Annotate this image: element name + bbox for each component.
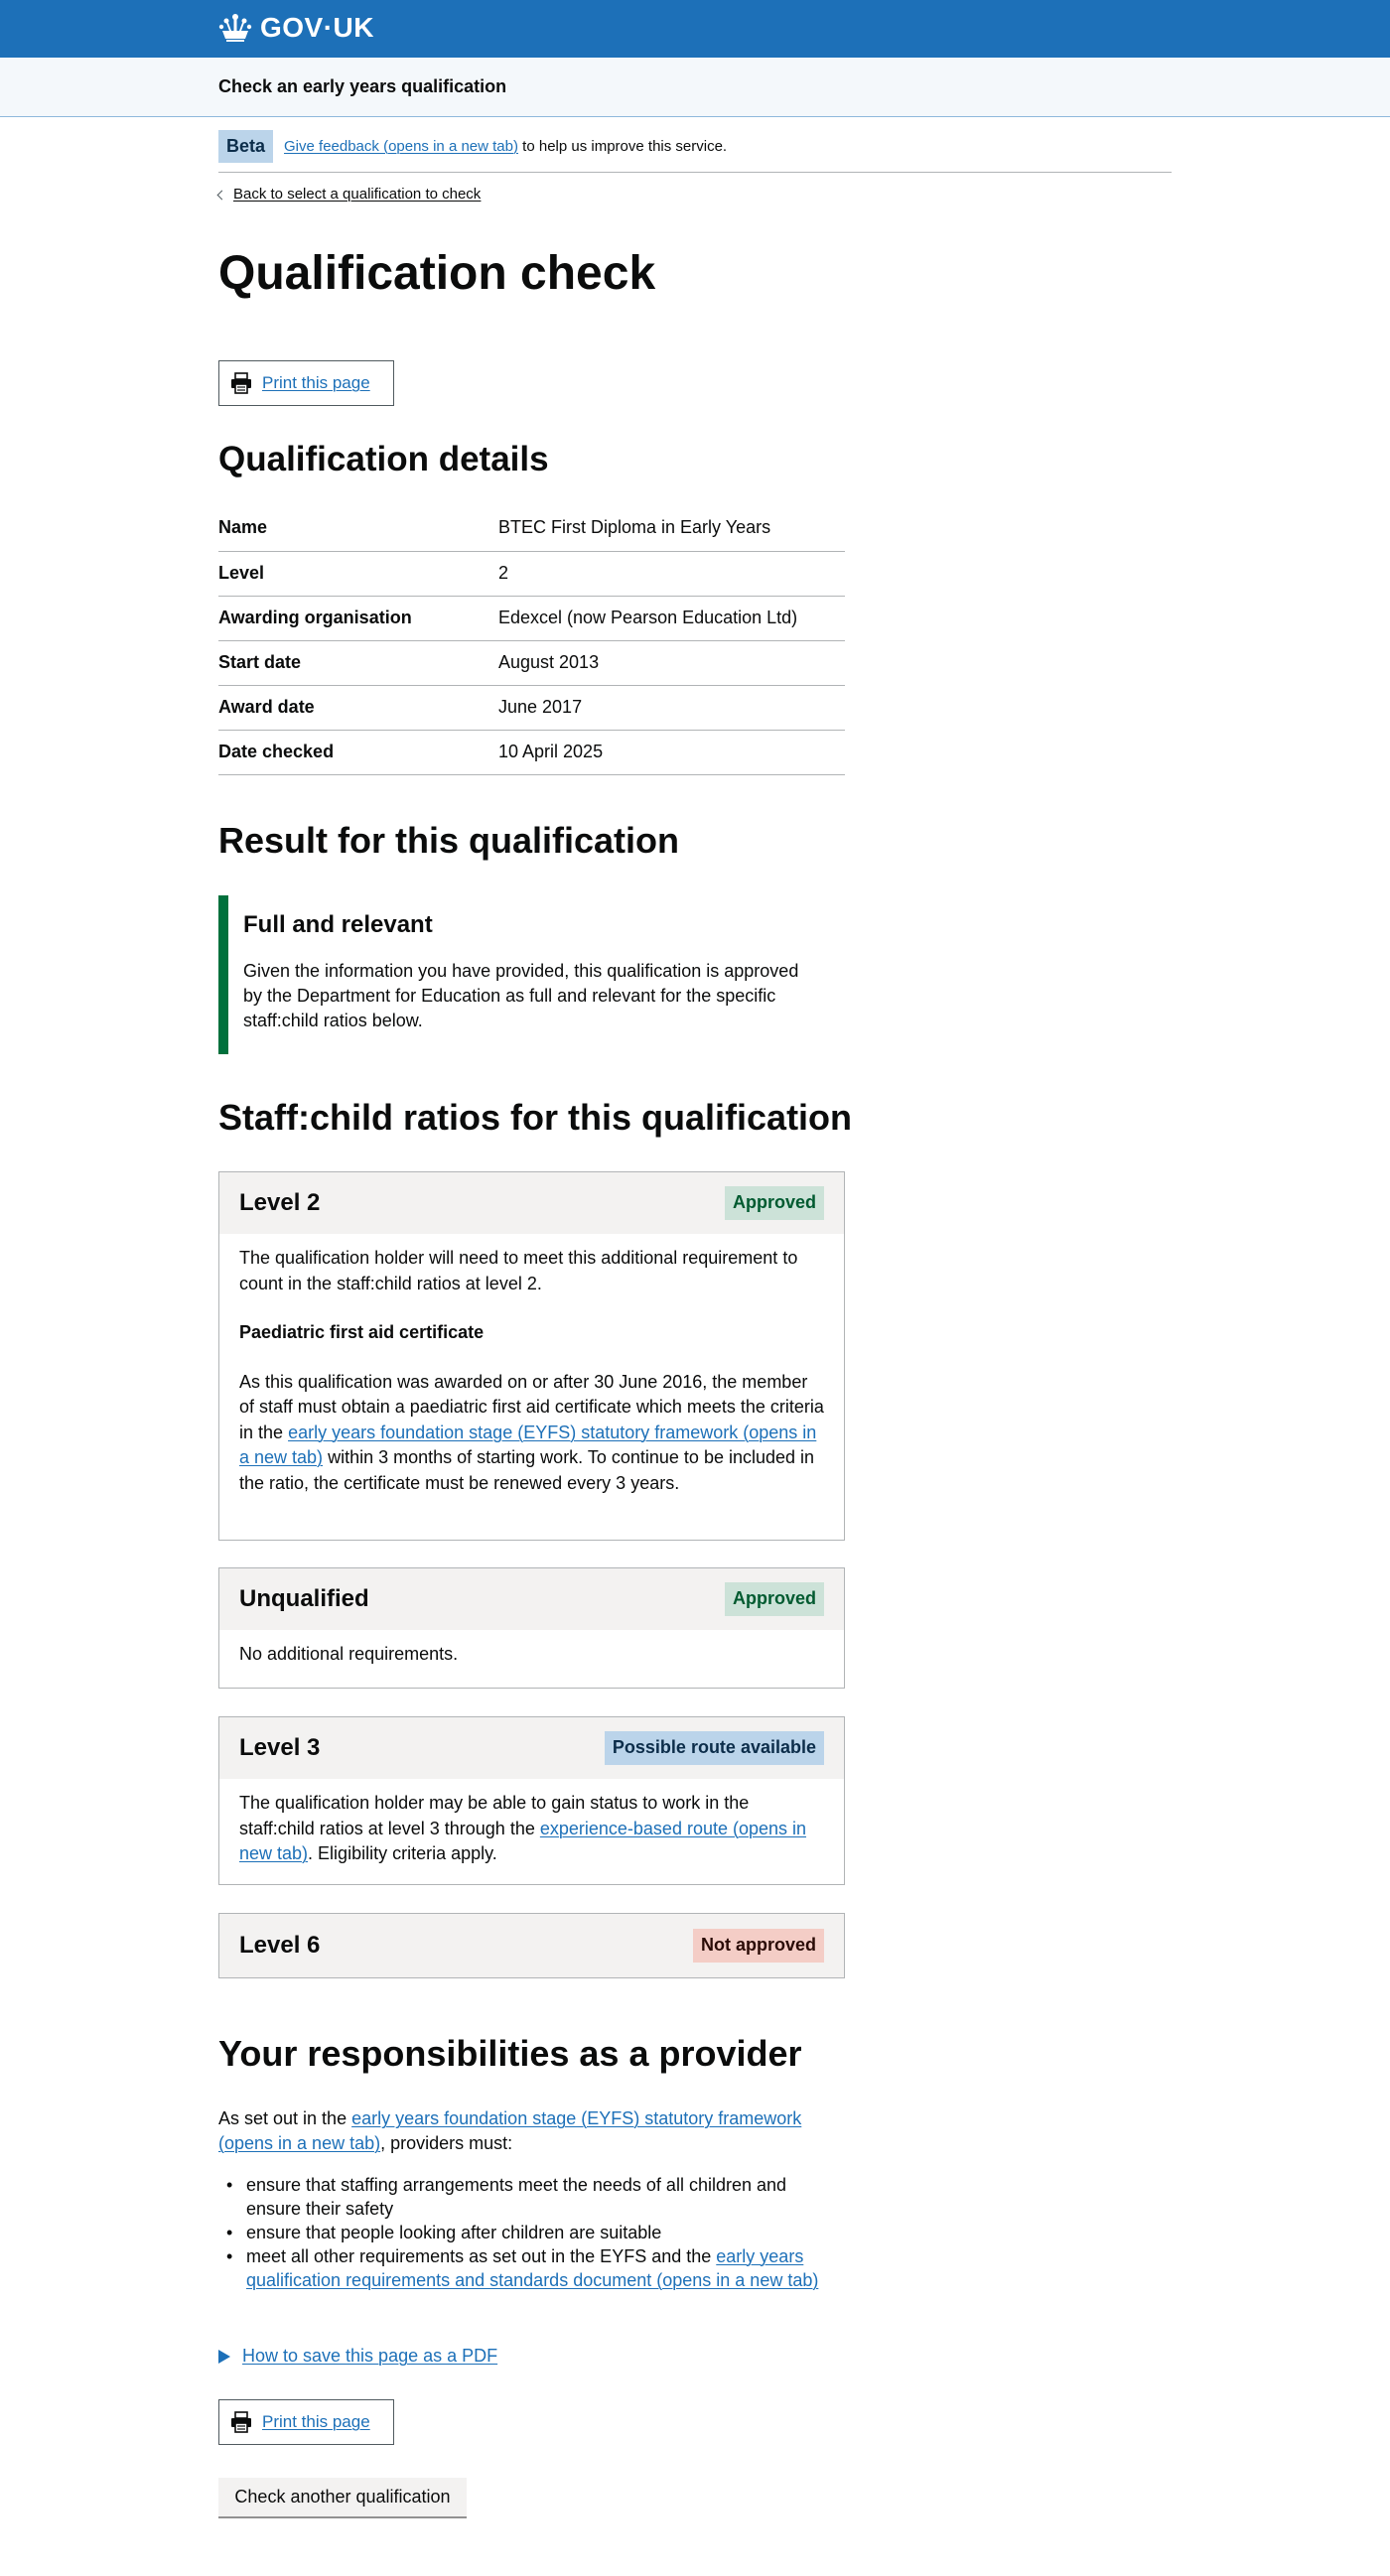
save-as-pdf-summary[interactable]: How to save this page as a PDF <box>242 2346 498 2366</box>
responsibilities-list <box>218 2174 845 2293</box>
phase-banner <box>218 117 1172 173</box>
responsibilities-intro-text: As set out in the <box>218 2108 348 2128</box>
row-key: Name <box>218 506 498 551</box>
card-intro: The qualification holder will need to meet this additional requirement to count in the staff:child ratios at level 2. <box>239 1248 798 1293</box>
row-value: BTEC First Diploma in Early Years <box>498 506 845 551</box>
result-title: Full and relevant <box>243 911 433 938</box>
row-key: Awarding organisation <box>218 596 498 640</box>
table-row <box>218 730 845 774</box>
card-header <box>219 1568 844 1630</box>
status-badge: Not approved <box>693 1929 824 1963</box>
triangle-right-icon <box>218 2350 230 2364</box>
card-paragraph-text: The qualification holder may be able to gain status to work in the staff:child ratios at level 3 through the <box>239 1793 750 1838</box>
service-navigation <box>0 58 1390 117</box>
row-value: Edexcel (now Pearson Education Ltd) <box>498 596 845 640</box>
row-value: 10 April 2025 <box>498 730 845 774</box>
ratio-card-level-2 <box>218 1171 845 1541</box>
govuk-logo-link[interactable] <box>218 10 374 47</box>
experience-based-route-link[interactable]: experience-based route (opens in new tab) <box>239 1818 807 1864</box>
back-link-label: Back to select a qualification to check <box>233 186 482 203</box>
save-as-pdf-details[interactable] <box>218 2345 497 2369</box>
chevron-left-icon <box>217 190 227 200</box>
row-value: August 2013 <box>498 640 845 685</box>
card-subheading: Paediatric first aid certificate <box>239 1322 485 1343</box>
row-value: 2 <box>498 551 845 596</box>
table-row <box>218 506 845 551</box>
card-title: Level 3 <box>239 1734 321 1762</box>
qualification-details-heading: Qualification details <box>218 440 549 478</box>
card-body <box>219 1234 844 1512</box>
card-body <box>219 1779 844 1883</box>
responsibilities-intro <box>218 2106 845 2156</box>
card-paragraph <box>239 1370 824 1497</box>
phase-banner-suffix: to help us improve this service. <box>522 137 728 155</box>
ratio-card-level-6 <box>218 1913 845 1978</box>
row-value: June 2017 <box>498 685 845 730</box>
print-page-button-top[interactable] <box>218 360 394 406</box>
qualification-requirements-link[interactable]: early years qualification requirements and standards document (opens in a new tab) <box>246 2245 819 2290</box>
result-body: Given the information you have provided, this qualification is approved by the Department for Education as full and relevant for the specific staff:child ratios below. <box>243 960 799 1031</box>
check-another-qualification-button[interactable]: Check another qualification <box>218 2478 467 2516</box>
table-row <box>218 596 845 640</box>
list-item: • ensure that staffing arrangements meet the needs of all children and ensure their safety <box>218 2174 845 2222</box>
page-title: Qualification check <box>218 247 656 300</box>
card-header <box>219 1914 844 1977</box>
card-header <box>219 1717 844 1779</box>
ratio-card-unqualified <box>218 1567 845 1689</box>
row-key: Date checked <box>218 730 498 774</box>
card-title: Unqualified <box>239 1585 369 1613</box>
status-badge: Approved <box>725 1582 824 1616</box>
row-key: Award date <box>218 685 498 730</box>
row-key: Level <box>218 551 498 596</box>
card-body <box>219 1630 844 1684</box>
status-badge: Possible route available <box>605 1731 824 1765</box>
responsibilities-heading: Your responsibilities as a provider <box>218 2033 802 2074</box>
table-row <box>218 551 845 596</box>
service-name-link[interactable]: Check an early years qualification <box>218 76 507 96</box>
printer-icon <box>230 372 252 394</box>
result-panel <box>218 895 845 1054</box>
result-heading: Result for this qualification <box>218 820 680 861</box>
print-page-link[interactable]: Print this page <box>262 2411 370 2431</box>
print-page-link[interactable]: Print this page <box>262 372 370 392</box>
status-badge: Approved <box>725 1186 824 1220</box>
print-page-button-bottom[interactable] <box>218 2399 394 2445</box>
card-paragraph-text-after: . Eligibility criteria apply. <box>308 1843 497 1864</box>
phase-tag: Beta <box>218 130 273 164</box>
feedback-link[interactable]: Give feedback (opens in a new tab) <box>284 137 518 155</box>
govuk-header <box>0 0 1390 58</box>
card-paragraph: No additional requirements. <box>239 1644 459 1664</box>
printer-icon <box>230 2411 252 2433</box>
card-title: Level 6 <box>239 1932 321 1960</box>
responsibilities-intro-after: , providers must: <box>380 2133 513 2154</box>
table-row <box>218 685 845 730</box>
table-row <box>218 640 845 685</box>
eyfs-framework-link-2[interactable]: early years foundation stage (EYFS) statutory framework (opens in a new tab) <box>218 2108 802 2154</box>
govuk-logo-text: GOV·UK <box>260 12 374 43</box>
card-paragraph-text: As this qualification was awarded on or after 30 June 2016, the member of staff must obtain a paediatric first aid certificate which meets the criteria in the <box>239 1371 824 1442</box>
eyfs-framework-link[interactable]: early years foundation stage (EYFS) statutory framework (opens in a new tab) <box>239 1422 817 1468</box>
back-link[interactable] <box>218 185 481 204</box>
phase-banner-text <box>284 137 727 157</box>
ratio-card-level-3 <box>218 1716 845 1885</box>
list-item <box>218 2245 845 2293</box>
list-item-text: meet all other requirements as set out in the EYFS and the <box>246 2245 712 2266</box>
card-header <box>219 1172 844 1234</box>
ratios-heading: Staff:child ratios for this qualification <box>218 1097 853 1138</box>
crown-icon <box>218 13 252 43</box>
card-title: Level 2 <box>239 1189 321 1217</box>
list-item: • ensure that people looking after children are suitable <box>218 2222 845 2245</box>
row-key: Start date <box>218 640 498 685</box>
qualification-details-table <box>218 506 845 775</box>
card-paragraph-text-after: within 3 months of starting work. To continue to be included in the ratio, the certificate must be renewed every 3 years. <box>239 1447 815 1493</box>
card-paragraph <box>239 1791 824 1867</box>
